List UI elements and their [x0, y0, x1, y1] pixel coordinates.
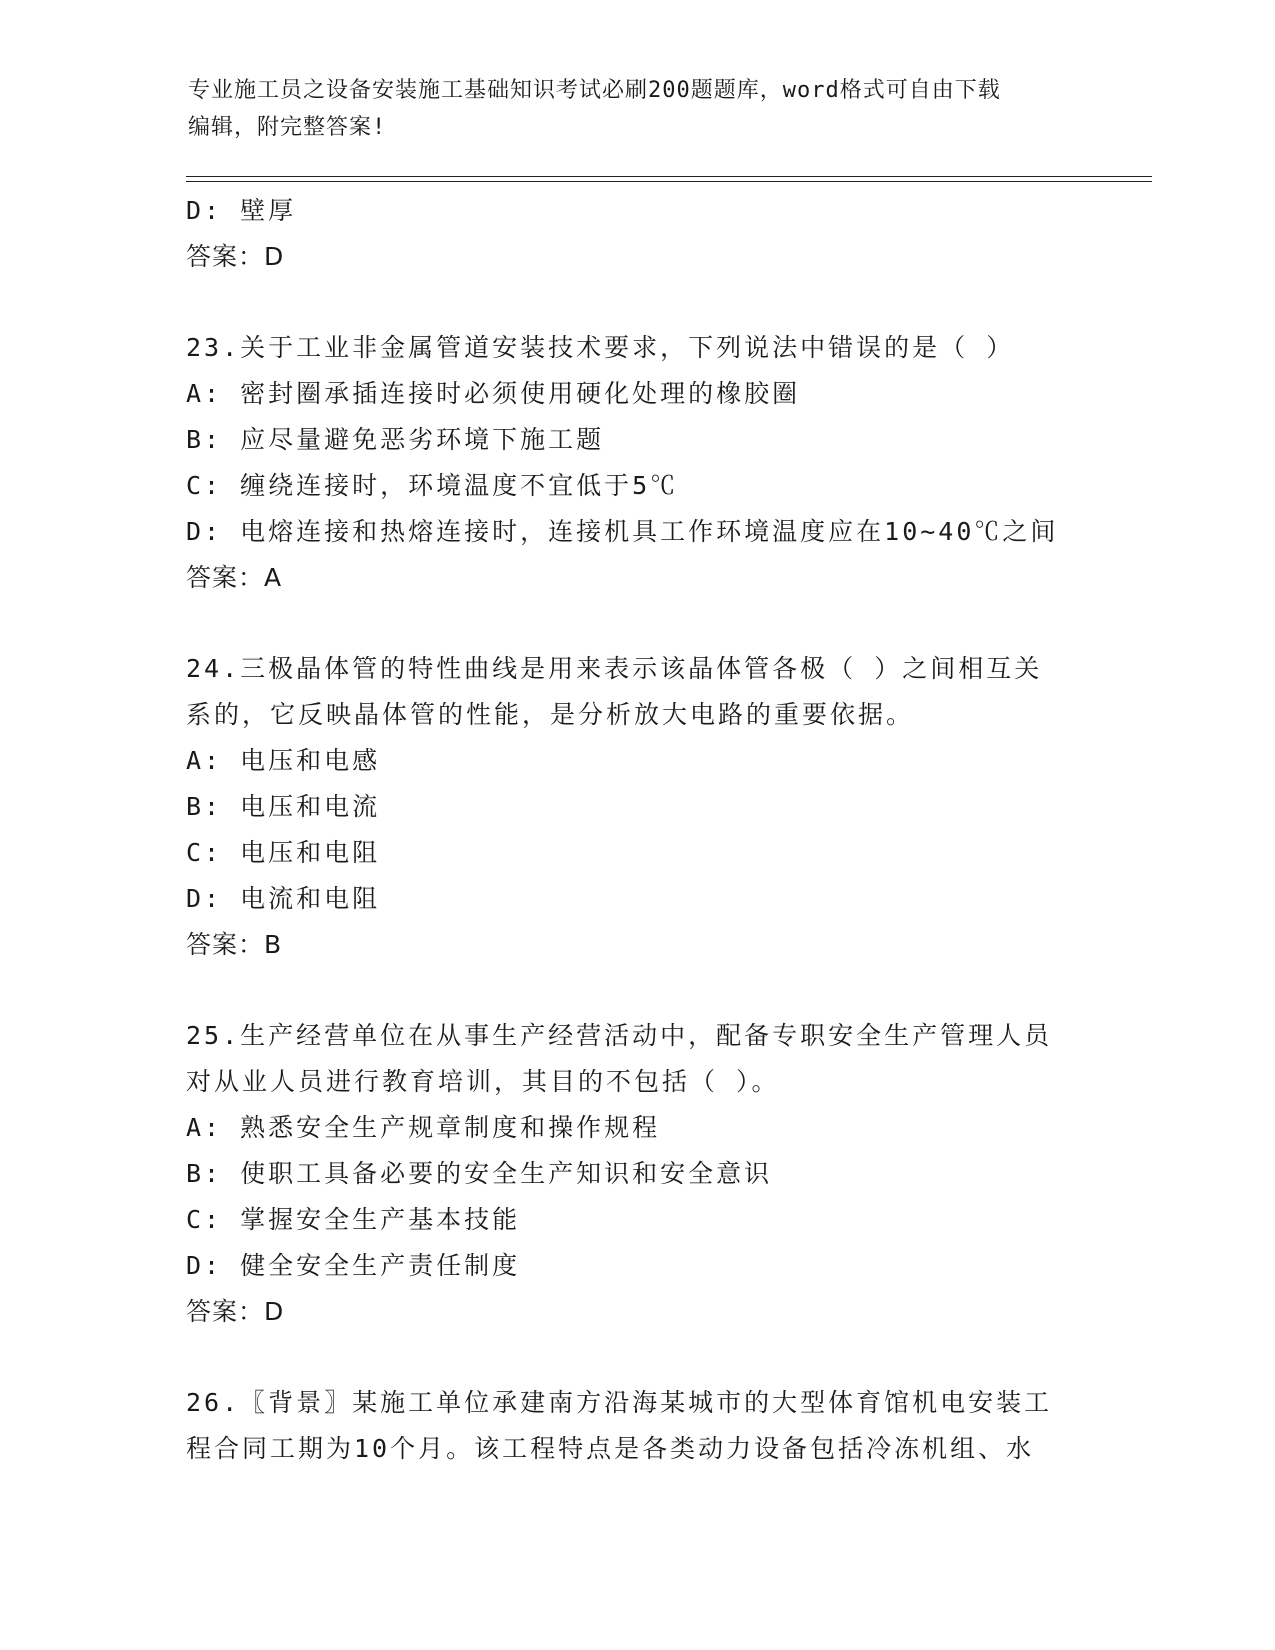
answer: 答案：B: [186, 930, 283, 959]
question-text-line-1: 26.〖背景〗某施工单位承建南方沿海某城市的大型体育馆机电安装工: [186, 1388, 1053, 1417]
header-divider-top: [186, 176, 1152, 177]
option-d: D: 电熔连接和热熔连接时，连接机具工作环境温度应在10~40℃之间: [186, 517, 1059, 546]
question-text-line-2: 程合同工期为10个月。该工程特点是各类动力设备包括冷冻机组、水: [186, 1434, 1035, 1463]
question-list: [186, 188, 1086, 1472]
answer: 答案：D: [186, 242, 285, 271]
question-text-line-1: 24.三极晶体管的特性曲线是用来表示该晶体管各极（ ）之间相互关: [186, 654, 1043, 683]
option-c: C: 掌握安全生产基本技能: [186, 1205, 521, 1234]
question-25: [186, 1013, 1086, 1335]
option-d: D: 健全安全生产责任制度: [186, 1251, 521, 1280]
question-22-tail: [186, 188, 1086, 280]
header-title-line-2: 编辑，附完整答案!: [188, 115, 387, 140]
option-c: C: 电压和电阻: [186, 838, 381, 867]
option-b: B: 应尽量避免恶劣环境下施工题: [186, 425, 605, 454]
header-divider-bottom: [186, 181, 1152, 182]
option-b: B: 使职工具备必要的安全生产知识和安全意识: [186, 1159, 773, 1188]
question-text-line-2: 对从业人员进行教育培训，其目的不包括（ ）。: [186, 1067, 780, 1096]
question-text-line-1: 25.生产经营单位在从事生产经营活动中，配备专职安全生产管理人员: [186, 1021, 1053, 1050]
option-d: D: 壁厚: [186, 196, 297, 225]
question-26: [186, 1380, 1086, 1472]
question-23: [186, 325, 1086, 601]
option-a: A: 电压和电感: [186, 746, 381, 775]
option-a: A: 熟悉安全生产规章制度和操作规程: [186, 1113, 661, 1142]
question-24: [186, 646, 1086, 968]
option-d: D: 电流和电阻: [186, 884, 381, 913]
question-text-line-2: 系的，它反映晶体管的性能，是分析放大电路的重要依据。: [186, 700, 915, 729]
option-b: B: 电压和电流: [186, 792, 381, 821]
option-a: A: 密封圈承插连接时必须使用硬化处理的橡胶圈: [186, 379, 801, 408]
answer: 答案：D: [186, 1297, 285, 1326]
answer: 答案：A: [186, 563, 283, 592]
question-text: 23.关于工业非金属管道安装技术要求，下列说法中错误的是（ ）: [186, 333, 1015, 362]
header-title-line-1: 专业施工员之设备安装施工基础知识考试必刷200题题库，word格式可自由下载: [188, 78, 1001, 103]
document-header: [188, 72, 1068, 146]
option-c: C: 缠绕连接时，环境温度不宜低于5℃: [186, 471, 679, 500]
